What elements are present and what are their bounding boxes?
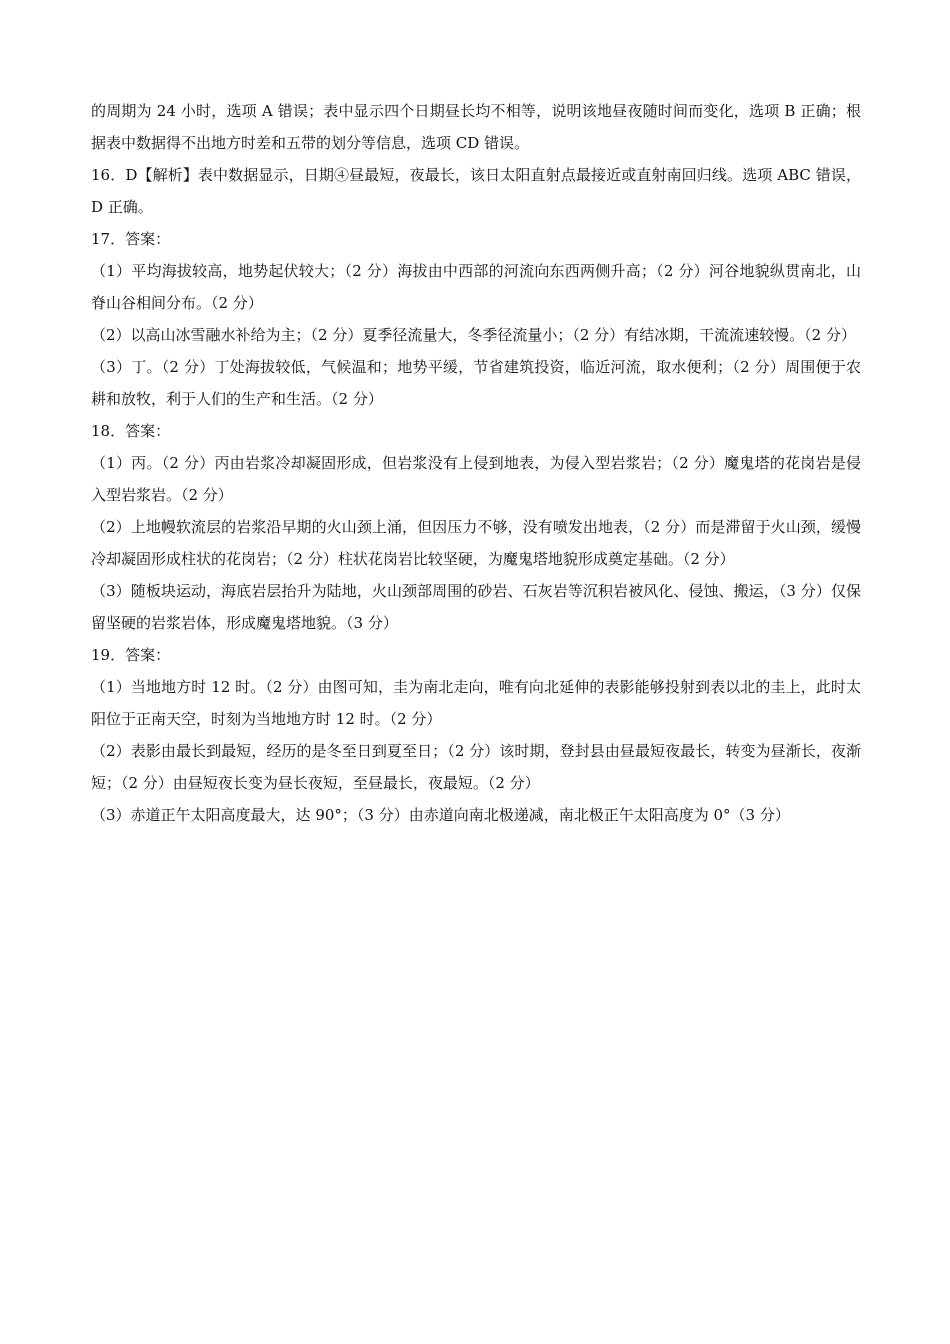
paragraph-q17-part1: （1）平均海拔较高，地势起伏较大；（2 分）海拔由中西部的河流向东西两侧升高；（2 分）河谷地貌纵贯南北，山脊山谷相间分布。（2 分） <box>91 262 861 312</box>
paragraph-q19-part3: （3）赤道正午太阳高度最大，达 90°；（3 分）由赤道向南北极递减，南北极正午太阳高度为 0°（3 分） <box>91 806 790 824</box>
answer-text-body <box>91 95 861 831</box>
paragraph-q18-part2: （2）上地幔软流层的岩浆沿早期的火山颈上涌，但因压力不够，没有喷发出地表，（2 分）而是滞留于火山颈，缓慢冷却凝固形成柱状的花岗岩；（2 分）柱状花岗岩比较坚硬，为魔鬼塔地貌形成奠定基础。（2 分） <box>91 518 861 568</box>
paragraph-q19-part1: （1）当地地方时 12 时。（2 分）由图可知，圭为南北走向，唯有向北延伸的表影能够投射到表以北的圭上，此时太阳位于正南天空，时刻为当地地方时 12 时。（2 分） <box>91 678 861 728</box>
paragraph-q15-continuation: 的周期为 24 小时，选项 A 错误；表中显示四个日期昼长均不相等，说明该地昼夜随时间而变化，选项 B 正确；根据表中数据得不出地方时差和五带的划分等信息，选项 CD 错误。 <box>91 102 861 152</box>
paragraph-q16-answer: 16．D【解析】表中数据显示，日期④昼最短，夜最长，该日太阳直射点最接近或直射南回归线。选项 ABC 错误，D 正确。 <box>91 166 861 216</box>
paragraph-q17-part2: （2）以高山冰雪融水补给为主；（2 分）夏季径流量大，冬季径流量小；（2 分）有结冰期，干流流速较慢。（2 分） <box>91 326 856 344</box>
paragraph-q17-part3: （3）丁。（2 分）丁处海拔较低，气候温和；地势平缓，节省建筑投资，临近河流，取水便利；（2 分）周围便于农耕和放牧，利于人们的生产和生活。（2 分） <box>91 358 861 408</box>
paragraph-q18-part3: （3）随板块运动，海底岩层抬升为陆地，火山颈部周围的砂岩、石灰岩等沉积岩被风化、侵蚀、搬运，（3 分）仅保留坚硬的岩浆岩体，形成魔鬼塔地貌。（3 分） <box>91 582 861 632</box>
heading-q17-answer: 17．答案： <box>91 230 171 248</box>
heading-q19-answer: 19．答案： <box>91 646 171 664</box>
paragraph-q19-part2: （2）表影由最长到最短，经历的是冬至日到夏至日；（2 分）该时期，登封县由昼最短夜最长，转变为昼渐长，夜渐短；（2 分）由昼短夜长变为昼长夜短，至昼最长，夜最短。（2 分） <box>91 742 861 792</box>
heading-q18-answer: 18．答案： <box>91 422 171 440</box>
paragraph-q18-part1: （1）丙。（2 分）丙由岩浆冷却凝固形成，但岩浆没有上侵到地表，为侵入型岩浆岩；（2 分）魔鬼塔的花岗岩是侵入型岩浆岩。（2 分） <box>91 454 861 504</box>
